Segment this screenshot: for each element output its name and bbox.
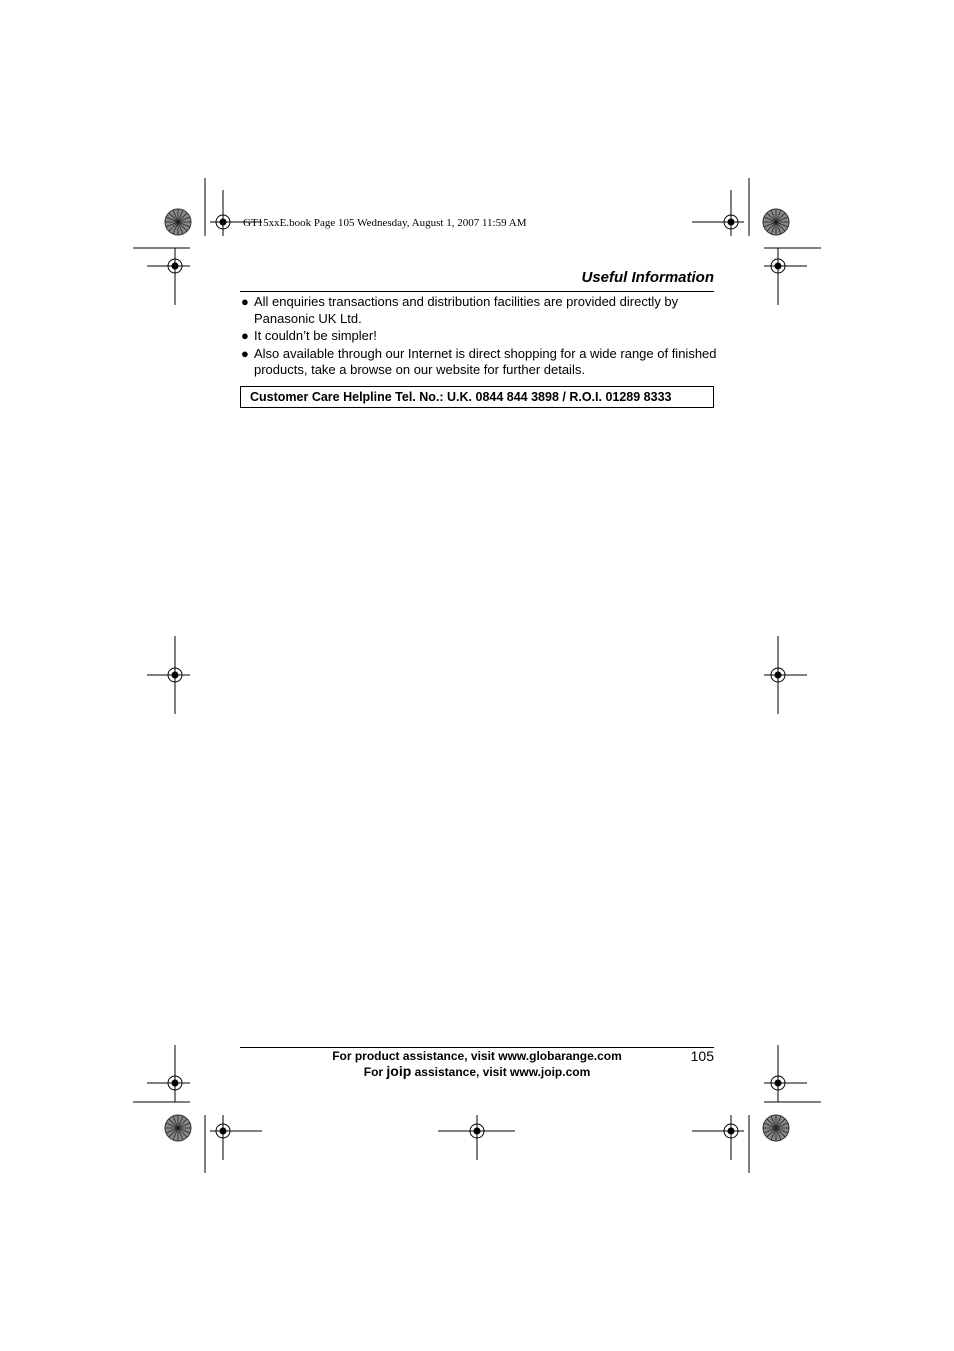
header-rule [240, 291, 714, 292]
footer-line-1: For product assistance, visit www.globarange.com [332, 1049, 622, 1063]
helpline-text: Customer Care Helpline Tel. No.: U.K. 0844 844 3898 / R.O.I. 01289 8333 [250, 390, 672, 404]
bullet-icon: ● [241, 345, 249, 361]
bullet-icon: ● [241, 294, 249, 309]
list-item [240, 328, 718, 345]
footer [300, 1049, 654, 1080]
print-header: GT15xxE.book Page 105 Wednesday, August 1, 2007 11:59 AM [243, 217, 527, 229]
footer-line-2: For joip assistance, visit www.joip.com [363, 1063, 591, 1079]
bullet-list [240, 294, 718, 380]
list-item-text: Also available through our Internet is direct shopping for a wide range of finished products, take a browse on our website for further details. [254, 345, 717, 377]
list-item [240, 346, 718, 379]
list-item [240, 294, 718, 327]
footer-rule [240, 1047, 714, 1048]
page-number: 105 [690, 1048, 714, 1064]
helpline-box [240, 386, 714, 408]
list-item-text: It couldn’t be simpler! [254, 328, 377, 343]
section-title: Useful Information [581, 269, 714, 286]
list-item-text: All enquiries transactions and distribution facilities are provided directly by Panasonic UK Ltd. [254, 294, 679, 326]
bullet-icon: ● [241, 328, 249, 343]
joip-logo-text: joip [386, 1063, 412, 1079]
